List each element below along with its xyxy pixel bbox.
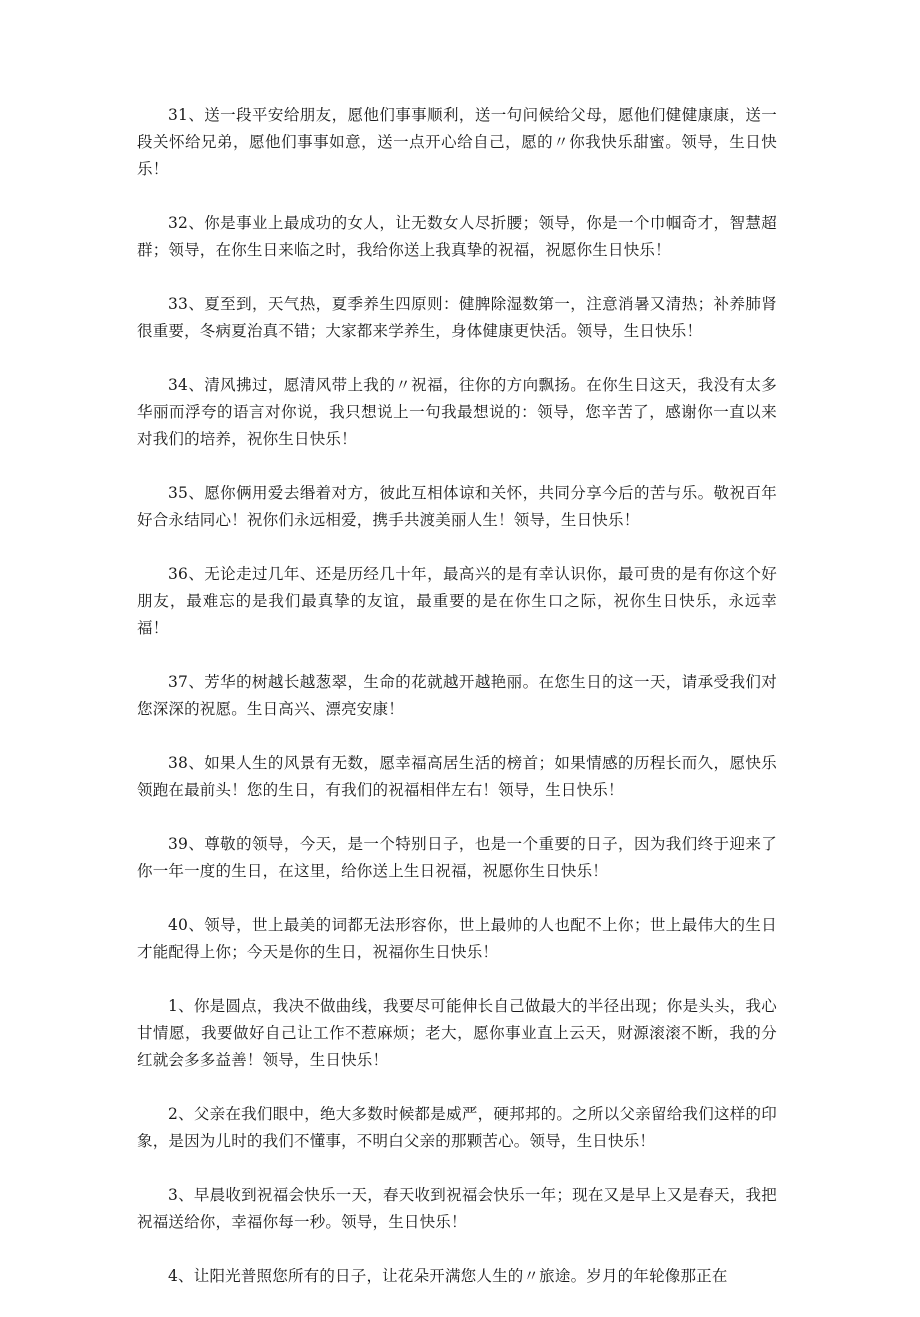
paragraph-1: 1、你是圆点，我决不做曲线，我要尽可能伸长自己做最大的半径出现；你是头头，我心甘情愿，我要做好自己让工作不惹麻烦；老大，愿你事业直上云天，财源滚滚不断，我的分红就会多多益善！领导，生日快乐！ — [137, 997, 777, 1069]
paragraph-35: 35、愿你俩用爱去缗着对方，彼此互相体谅和关怀，共同分享今后的苦与乐。敬祝百年好合永结同心！祝你们永远相爱，携手共渡美丽人生！领导，生日快乐！ — [137, 484, 777, 529]
paragraph-38: 38、如果人生的风景有无数，愿幸福高居生活的榜首；如果情感的历程长而久，愿快乐领跑在最前头！您的生日，有我们的祝福相伴左右！领导，生日快乐！ — [137, 754, 777, 799]
paragraph-40: 40、领导，世上最美的词都无法形容你，世上最帅的人也配不上你；世上最伟大的生日才能配得上你；今天是你的生日，祝福你生日快乐！ — [137, 916, 777, 961]
paragraph-32: 32、你是事业上最成功的女人，让无数女人尽折腰；领导，你是一个巾帼奇才，智慧超群；领导，在你生日来临之时，我给你送上我真挚的祝福，祝愿你生日快乐！ — [137, 214, 777, 259]
paragraph-34: 34、清风拂过，愿清风带上我的〃祝福，往你的方向飘扬。在你生日这天，我没有太多华丽而浮夸的语言对你说，我只想说上一句我最想说的：领导，您辛苦了，感谢你一直以来对我们的培养，祝你生日快乐！ — [137, 376, 777, 448]
paragraph-2: 2、父亲在我们眼中，绝大多数时候都是威严，硬邦邦的。之所以父亲留给我们这样的印象，是因为儿时的我们不懂事，不明白父亲的那颗苦心。领导，生日快乐！ — [137, 1105, 777, 1150]
paragraph-36: 36、无论走过几年、还是历经几十年，最高兴的是有幸认识你，最可贵的是有你这个好朋友，最难忘的是我们最真挚的友谊，最重要的是在你生口之际，祝你生日快乐，永远幸福！ — [137, 565, 777, 637]
paragraph-33: 33、夏至到，天气热，夏季养生四原则：健脾除湿数第一，注意消暑又清热；补养肺肾很重要，冬病夏治真不错；大家都来学养生，身体健康更快活。领导，生日快乐！ — [137, 295, 777, 340]
paragraph-31: 31、送一段平安给朋友，愿他们事事顺利，送一句问候给父母，愿他们健健康康，送一段关怀给兄弟，愿他们事事如意，送一点开心给自己，愿的〃你我快乐甜蜜。领导，生日快乐！ — [137, 106, 777, 178]
document-body — [137, 102, 777, 1317]
paragraph-37: 37、芳华的树越长越葱翠，生命的花就越开越艳丽。在您生日的这一天，请承受我们对您深深的祝愿。生日高兴、漂亮安康！ — [137, 673, 777, 718]
paragraph-3: 3、早晨收到祝福会快乐一天，春天收到祝福会快乐一年；现在又是早上又是春天，我把祝福送给你，幸福你每一秒。领导，生日快乐！ — [137, 1186, 777, 1231]
paragraph-39: 39、尊敬的领导，今天，是一个特别日子，也是一个重要的日子，因为我们终于迎来了你一年一度的生日，在这里，给你送上生日祝福，祝愿你生日快乐！ — [137, 835, 777, 880]
paragraph-4: 4、让阳光普照您所有的日子，让花朵开满您人生的〃旅途。岁月的年轮像那正在 — [168, 1267, 728, 1285]
